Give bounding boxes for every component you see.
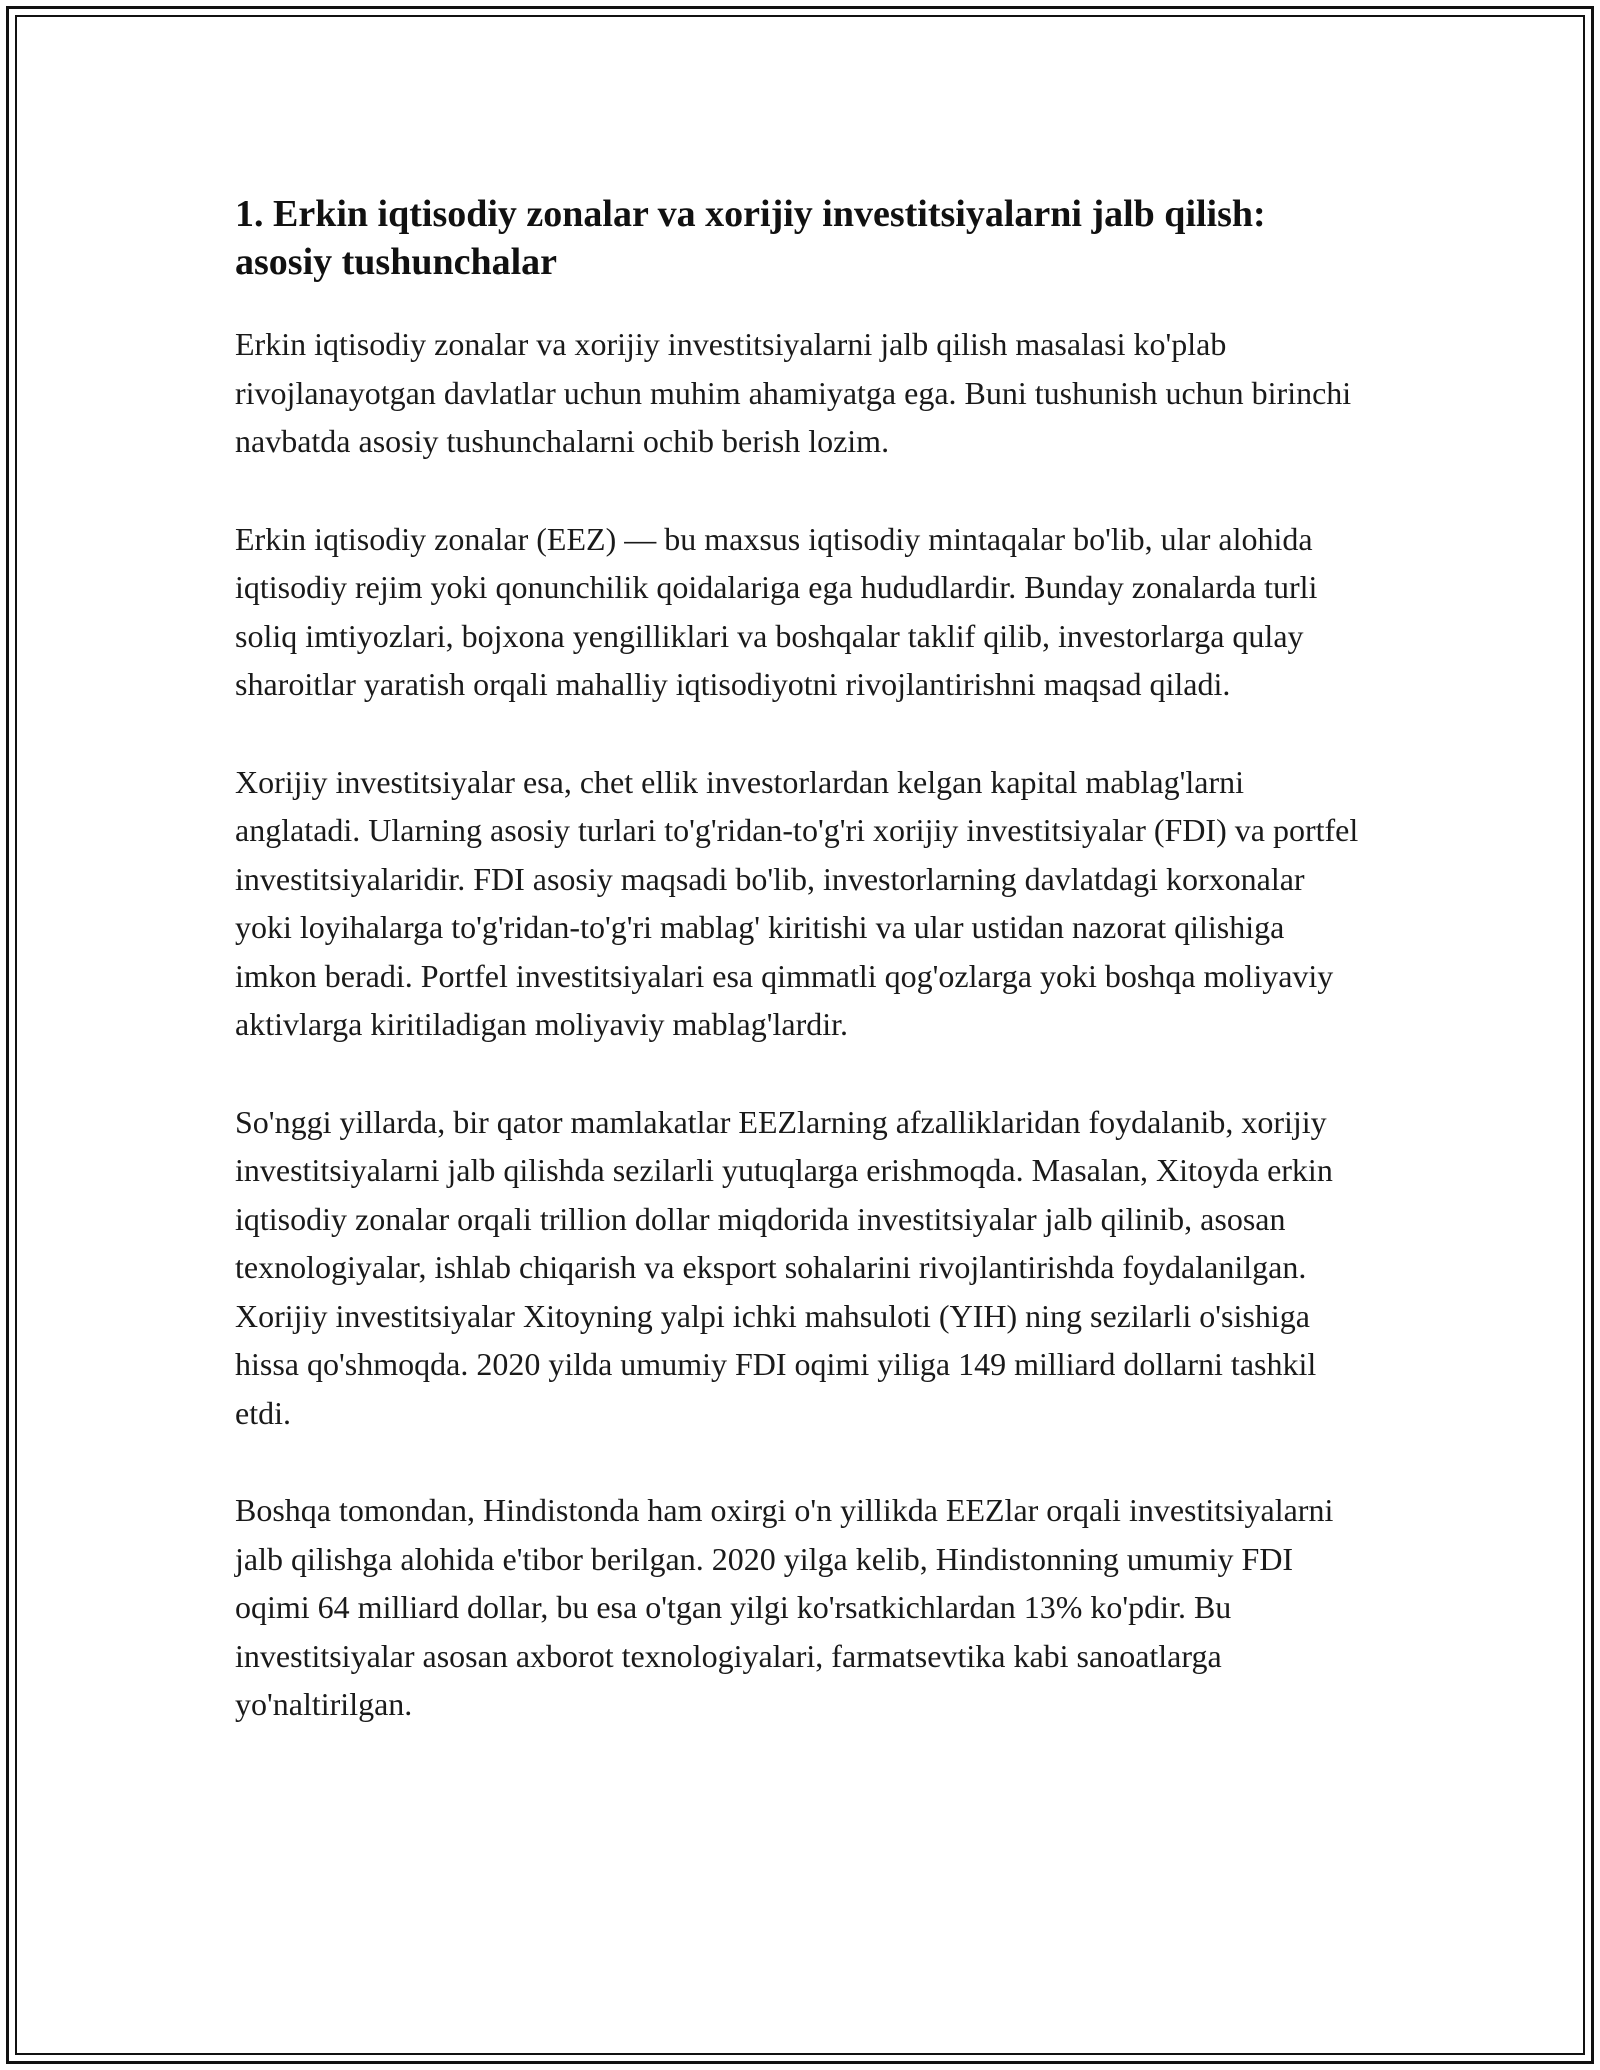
- section-heading: 1. Erkin iqtisodiy zonalar va xorijiy investitsiyalarni jalb qilish: asosiy tushunchalar: [235, 193, 1266, 283]
- paragraph-india-example: Boshqa tomondan, Hindistonda ham oxirgi o'n yillikda EEZlar orqali investitsiyalarni jalb qilishga alohida e'tibor berilgan. 2020 yilga kelib, Hindistonning umumiy FDI oqimi 64 milliard dollar, bu esa o'tgan yilgi ko'rsatkichlardan 13% ko'pdir. Bu investitsiyalar asosan axborot texnologiyalari, farmatsevtika kabi sanoatlarga yo'naltirilgan.: [235, 1492, 1334, 1722]
- paragraph-china-example: So'nggi yillarda, bir qator mamlakatlar EEZlarning afzalliklaridan foydalanib, xorijiy investitsiyalarni jalb qilishda sezilarli yutuqlarga erishmoqda. Masalan, Xitoyda erkin iqtisodiy zonalar orqali trillion dollar miqdorida investitsiyalar jalb qilinib, asosan texnologiyalar, ishlab chiqarish va eksport sohalarini rivojlantirishda foydalanilgan. Xorijiy investitsiyalar Xitoyning yalpi ichki mahsuloti (YIH) ning sezilarli o'sishiga hissa qo'shmoqda. 2020 yilda umumiy FDI oqimi yiliga 149 milliard dollarni tashkil etdi.: [235, 1103, 1333, 1431]
- paragraph-intro: Erkin iqtisodiy zonalar va xorijiy investitsiyalarni jalb qilish masalasi ko'plab rivojlanayotgan davlatlar uchun muhim ahamiyatga ega. Buni tushunish uchun birinchi navbatda asosiy tushunchalarni ochib berish lozim.: [235, 326, 1352, 459]
- paragraph-eez-definition: Erkin iqtisodiy zonalar (EEZ) — bu maxsus iqtisodiy mintaqalar bo'lib, ular alohida iqtisodiy rejim yoki qonunchilik qoidalariga ega hududlardir. Bunday zonalarda turli soliq imtiyozlari, bojxona yengilliklari va boshqalar taklif qilib, investorlarga qulay sharoitlar yaratish orqali mahalliy iqtisodiyotni rivojlantirishni maqsad qiladi.: [235, 520, 1318, 702]
- document-body: [235, 190, 1365, 1778]
- paragraph-foreign-investment: Xorijiy investitsiyalar esa, chet ellik investorlardan kelgan kapital mablag'larni anglatadi. Ularning asosiy turlari to'g'ridan-to'g'ri xorijiy investitsiyalar (FDI) va portfel investitsiyalaridir. FDI asosiy maqsadi bo'lib, investorlarning davlatdagi korxonalar yoki loyihalarga to'g'ridan-to'g'ri mablag' kiritishi va ular ustidan nazorat qilishiga imkon beradi. Portfel investitsiyalari esa qimmatli qog'ozlarga yoki boshqa moliyaviy aktivlarga kiritiladigan moliyaviy mablag'lardir.: [235, 763, 1359, 1042]
